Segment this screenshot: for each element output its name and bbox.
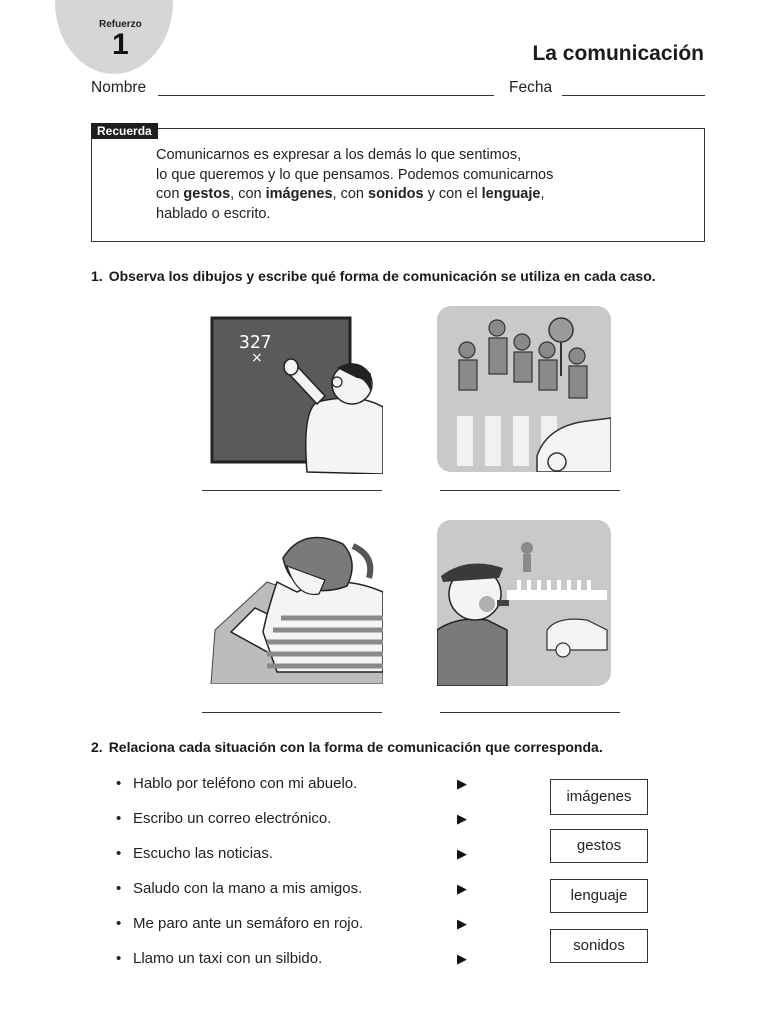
page-title: La comunicación bbox=[532, 42, 704, 65]
keyword-gestos: gestos bbox=[183, 186, 231, 202]
arrow-right-icon[interactable]: ▶ bbox=[457, 776, 467, 791]
situation-item: • Saludo con la mano a mis amigos. bbox=[116, 880, 363, 897]
name-field[interactable] bbox=[158, 95, 494, 96]
answer-line-3[interactable] bbox=[202, 712, 382, 713]
option-box-sonidos[interactable]: sonidos bbox=[550, 929, 648, 963]
exercise-2-text: Relaciona cada situación con la forma de comunicación que corresponda. bbox=[108, 739, 603, 755]
bullet-icon: • bbox=[116, 915, 122, 932]
recuerda-text bbox=[156, 146, 676, 224]
bullet-icon: • bbox=[116, 950, 122, 967]
name-label: Nombre bbox=[91, 79, 147, 96]
situation-item: • Llamo un taxi con un silbido. bbox=[116, 950, 323, 967]
situation-item: • Hablo por teléfono con mi abuelo. bbox=[116, 775, 358, 792]
exercise-1-title bbox=[91, 268, 656, 284]
arrow-right-icon[interactable]: ▶ bbox=[457, 811, 467, 826]
option-box-imagenes[interactable]: imágenes bbox=[550, 779, 648, 815]
arrow-right-icon[interactable]: ▶ bbox=[457, 951, 467, 966]
situation-item: • Escucho las noticias. bbox=[116, 845, 274, 862]
recuerda-line-1: Comunicarnos es expresar a los demás lo que sentimos, bbox=[156, 147, 522, 163]
chalkboard-number: 327 bbox=[239, 332, 272, 353]
bullet-icon: • bbox=[116, 810, 122, 827]
recuerda-line-2: lo que queremos y lo que pensamos. Podemos comunicarnos bbox=[156, 166, 554, 183]
unit-tab-label: Refuerzo bbox=[99, 19, 142, 30]
exercise-2-title bbox=[91, 739, 603, 755]
exercise-1-text: Observa los dibujos y escribe qué forma de comunicación se utiliza en cada caso. bbox=[108, 268, 656, 284]
date-label: Fecha bbox=[509, 79, 553, 96]
answer-line-1[interactable] bbox=[202, 490, 382, 491]
keyword-sonidos: sonidos bbox=[368, 186, 424, 202]
bullet-icon: • bbox=[116, 845, 122, 862]
exercise-2-number: 2. bbox=[91, 739, 103, 755]
option-box-gestos[interactable]: gestos bbox=[550, 829, 648, 863]
situation-item: • Escribo un correo electrónico. bbox=[116, 810, 332, 827]
recuerda-tag: Recuerda bbox=[91, 123, 158, 139]
recuerda-line-4: hablado o escrito. bbox=[156, 205, 271, 222]
chalkboard-sign: × bbox=[251, 350, 263, 366]
arrow-right-icon[interactable]: ▶ bbox=[457, 846, 467, 861]
bullet-icon: • bbox=[116, 880, 122, 897]
unit-tab-number: 1 bbox=[112, 28, 129, 61]
whistle-shape bbox=[497, 600, 509, 606]
keyword-imagenes: imágenes bbox=[265, 186, 333, 202]
situation-item: • Me paro ante un semáforo en rojo. bbox=[116, 915, 364, 932]
arrow-right-icon[interactable]: ▶ bbox=[457, 881, 467, 896]
exercise-1-number: 1. bbox=[91, 268, 103, 284]
arrow-right-icon[interactable]: ▶ bbox=[457, 916, 467, 931]
traffic-sign-shape bbox=[549, 318, 573, 342]
children-crossing-illustration bbox=[437, 306, 611, 472]
recuerda-line-3: con gestos, con imágenes, con sonidos y con el lenguaje, bbox=[156, 186, 545, 202]
teacher-chalkboard-illustration bbox=[207, 312, 383, 474]
keyword-lenguaje: lenguaje bbox=[481, 186, 541, 202]
answer-line-2[interactable] bbox=[440, 490, 620, 491]
policeman-whistle-illustration bbox=[437, 520, 611, 686]
bullet-icon: • bbox=[116, 775, 122, 792]
date-field[interactable] bbox=[562, 95, 705, 96]
answer-line-4[interactable] bbox=[440, 712, 620, 713]
option-box-lenguaje[interactable]: lenguaje bbox=[550, 879, 648, 913]
girl-writing-illustration bbox=[207, 522, 383, 684]
